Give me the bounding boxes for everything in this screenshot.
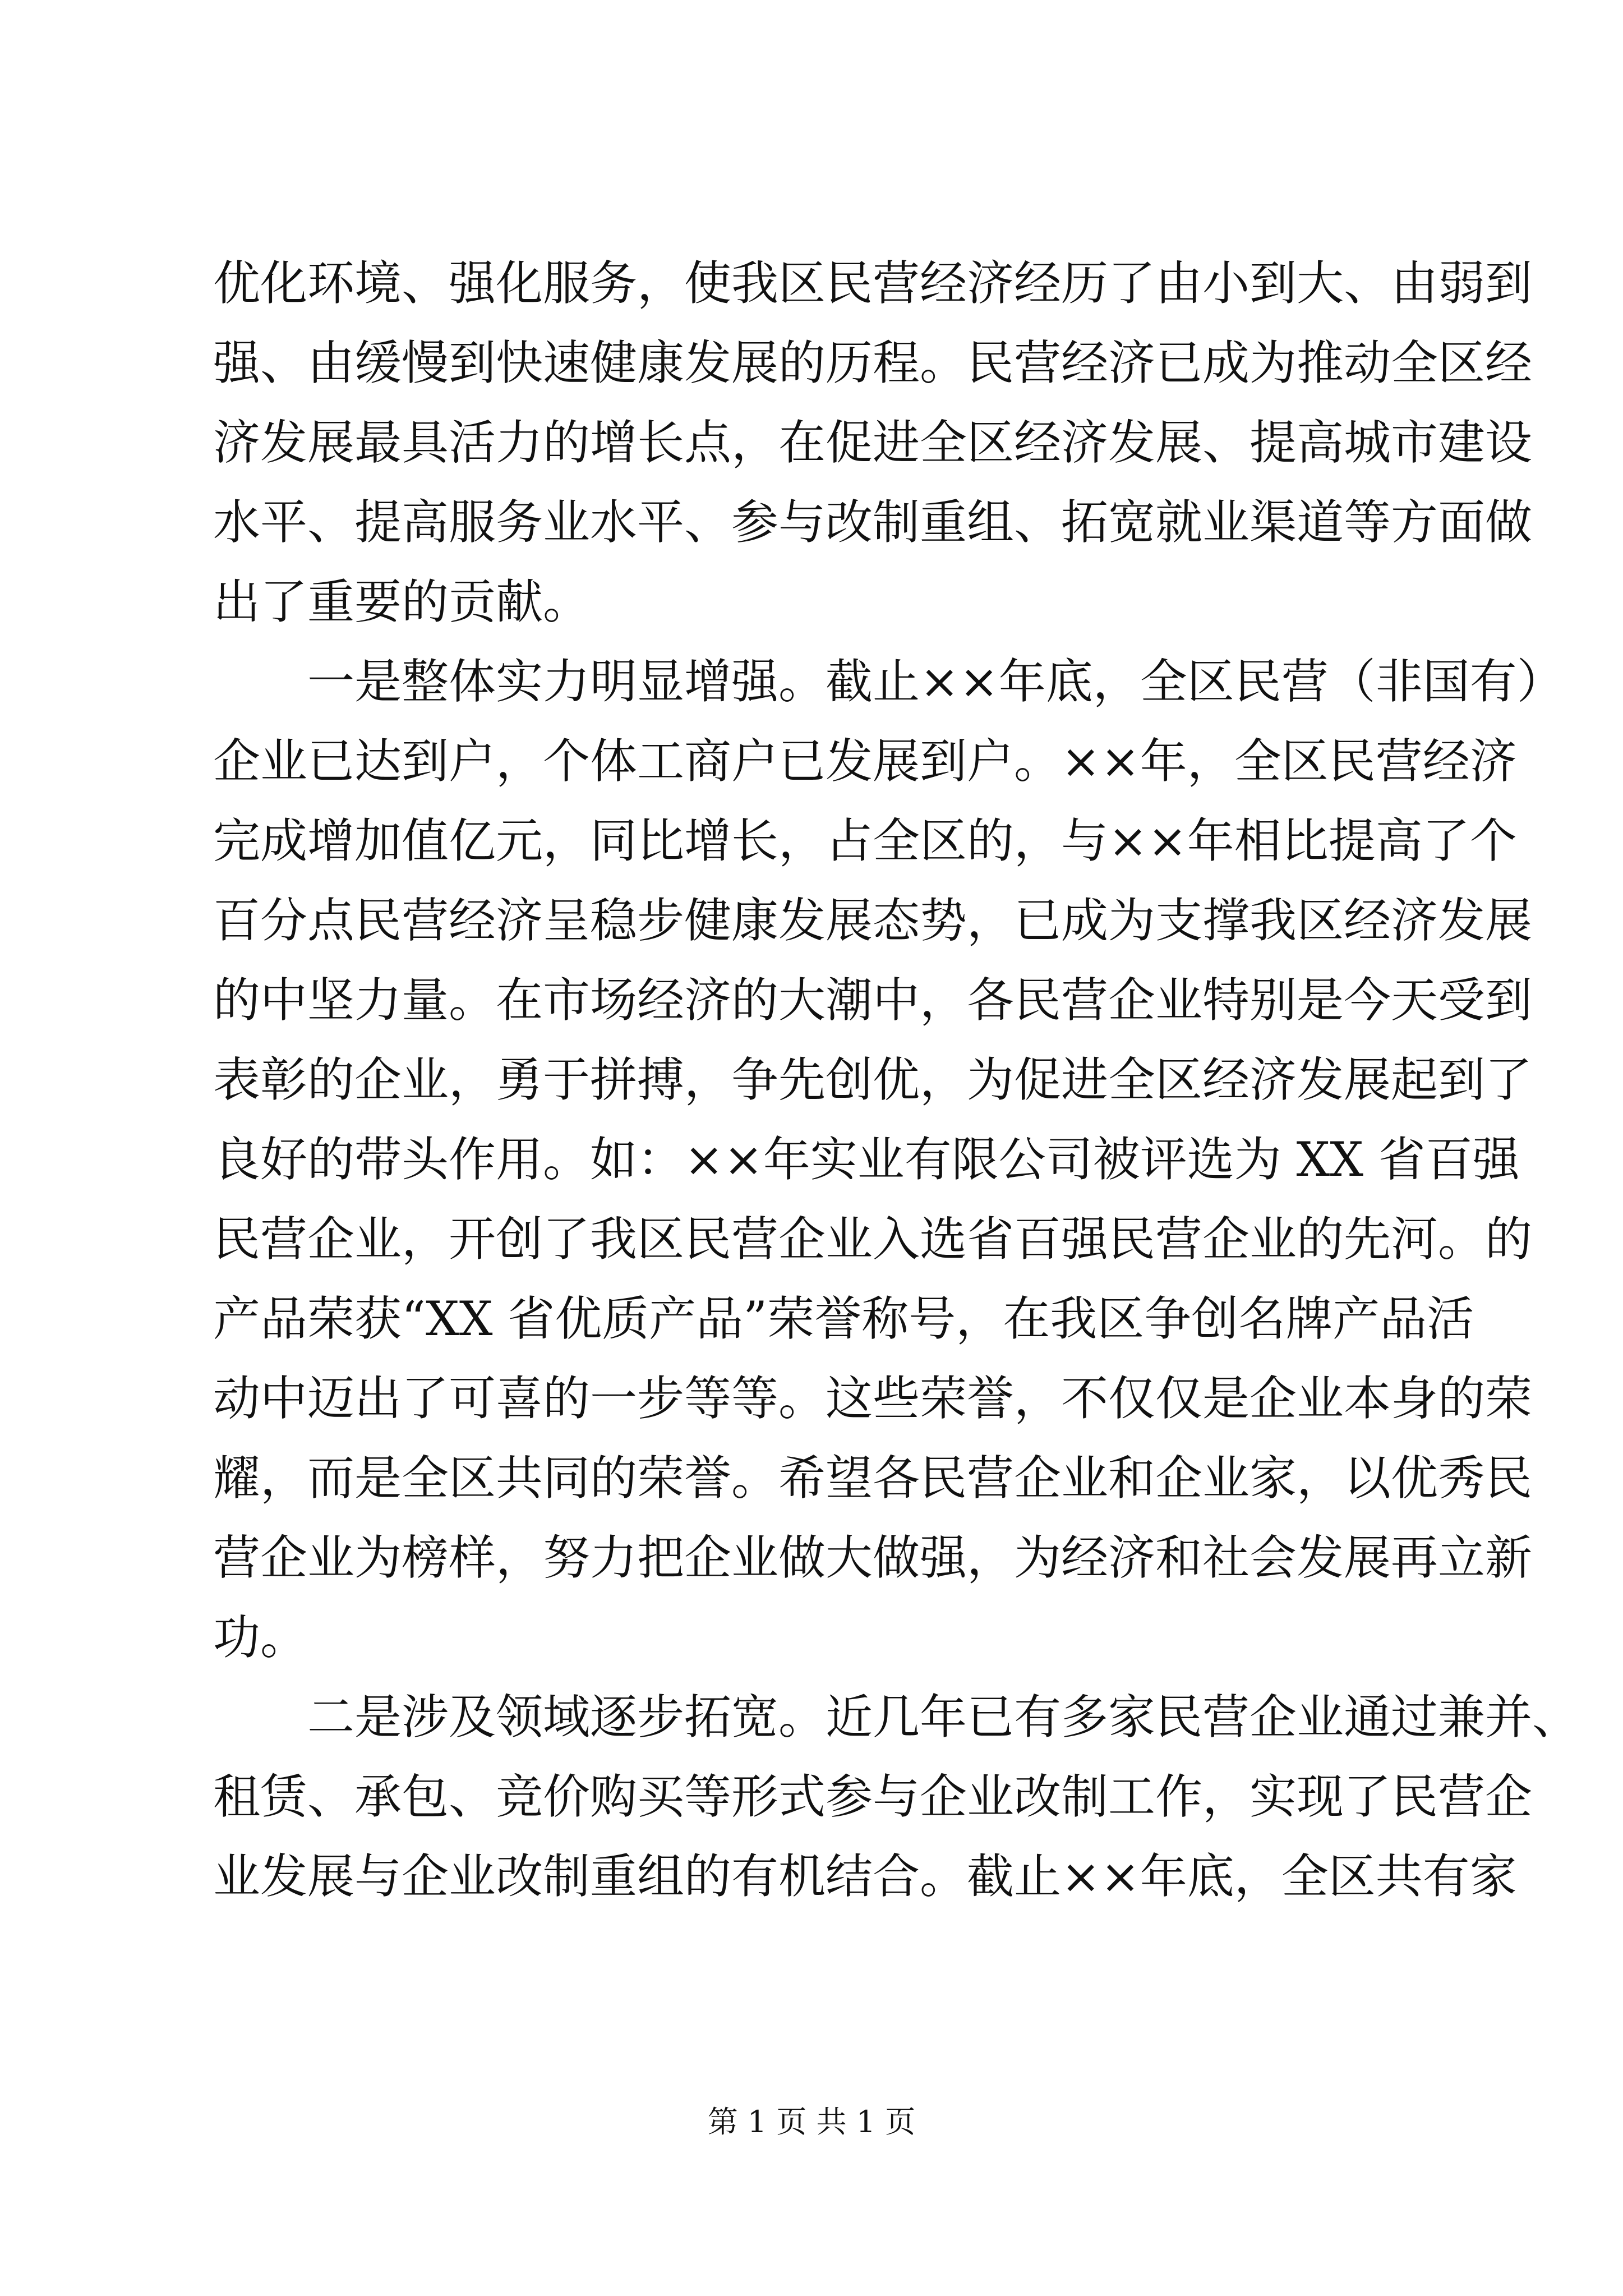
text-line: 民营企业，开创了我区民营企业入选省百强民营企业的先河。的 (213, 1212, 1533, 1267)
text-line: 动中迈出了可喜的一步等等。这些荣誉，不仅仅是企业本身的荣 (213, 1371, 1533, 1426)
text-line: 租赁、承包、竞价购买等形式参与企业改制工作，实现了民营企 (213, 1769, 1533, 1824)
text-line: 一是整体实力明显增强。截止××年底，全区民营（非国有） (307, 654, 1564, 709)
text-line: 营企业为榜样，努力把企业做大做强，为经济和社会发展再立新 (213, 1530, 1533, 1585)
text-line: 完成增加值亿元，同比增长，占全区的，与××年相比提高了个 (213, 813, 1517, 868)
text-line: 的中坚力量。在市场经济的大潮中，各民营企业特别是今天受到 (213, 973, 1533, 1028)
text-line: 二是涉及领域逐步拓宽。近几年已有多家民营企业通过兼并、 (307, 1690, 1580, 1745)
text-line: 强、由缓慢到快速健康发展的历程。民营经济已成为推动全区经 (213, 335, 1533, 390)
page-footer: 第 1 页 共 1 页 (707, 2104, 916, 2139)
text-line: 表彰的企业，勇于拼搏，争先创优，为促进全区经济发展起到了 (213, 1052, 1533, 1107)
text-line: 百分点民营经济呈稳步健康发展态势，已成为支撑我区经济发展 (213, 893, 1533, 948)
text-line: 功。 (213, 1610, 308, 1665)
text-line: 良好的带头作用。如：××年实业有限公司被评选为 XX 省百强 (213, 1132, 1520, 1187)
text-line: 业发展与企业改制重组的有机结合。截止××年底，全区共有家 (213, 1849, 1517, 1904)
text-line: 耀，而是全区共同的荣誉。希望各民营企业和企业家，以优秀民 (213, 1451, 1533, 1506)
text-line: 产品荣获“XX 省优质产品”荣誉称号，在我区争创名牌产品活 (213, 1291, 1474, 1346)
text-line: 企业已达到户，个体工商户已发展到户。××年，全区民营经济 (213, 734, 1517, 789)
text-line: 水平、提高服务业水平、参与改制重组、拓宽就业渠道等方面做 (213, 495, 1533, 550)
text-line: 优化环境、强化服务，使我区民营经济经历了由小到大、由弱到 (213, 256, 1533, 311)
text-line: 出了重要的贡献。 (213, 574, 591, 629)
text-line: 济发展最具活力的增长点，在促进全区经济发展、提高城市建设 (213, 415, 1533, 470)
